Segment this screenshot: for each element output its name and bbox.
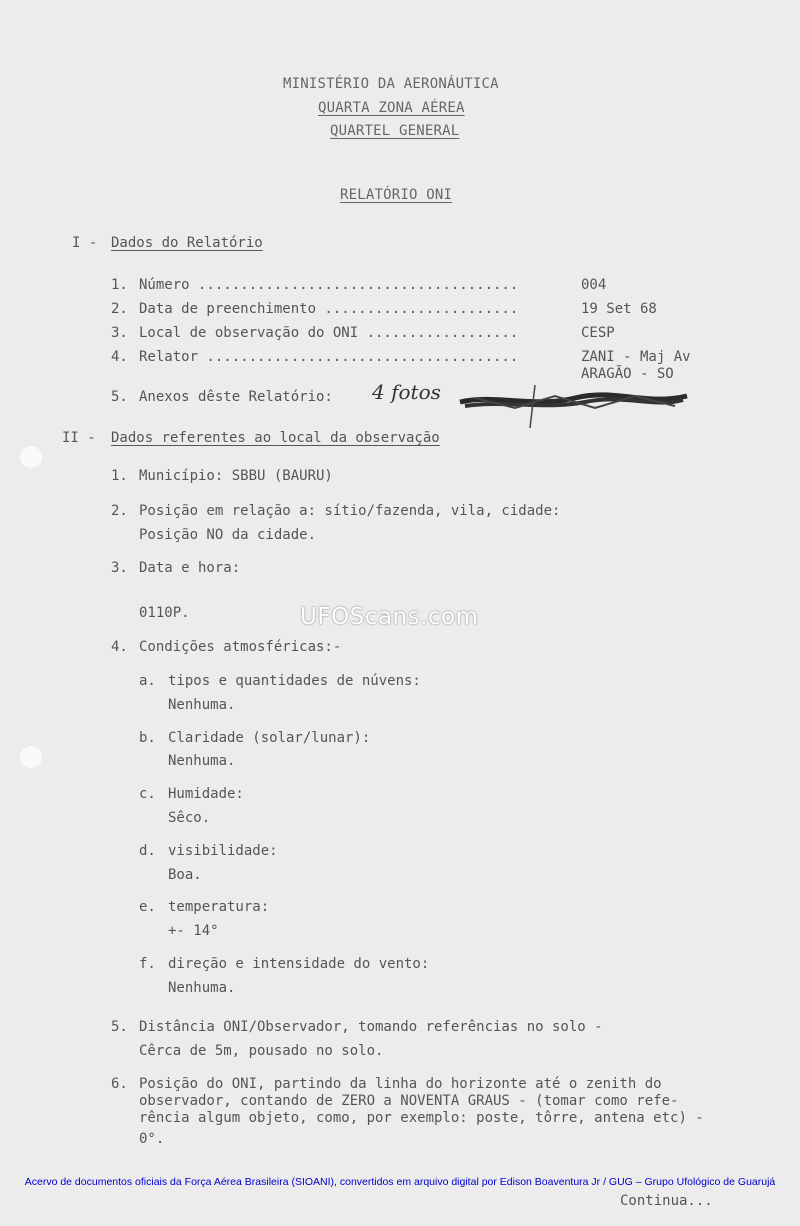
s2-item-text: Posição em relação a: sítio/fazenda, vila, cidade: bbox=[139, 503, 561, 519]
scribbled-out-text bbox=[455, 380, 695, 430]
s1-item-num: 4. bbox=[111, 349, 128, 365]
s2-item-answer: 0°. bbox=[139, 1131, 165, 1147]
report-title: RELATÓRIO ONI bbox=[340, 187, 453, 203]
section2-heading: Dados referentes ao local da observação bbox=[111, 430, 440, 446]
s1-item-label: Data de preenchimento ....................... bbox=[139, 301, 519, 317]
sub-letter: d. bbox=[139, 843, 156, 859]
sub-letter: b. bbox=[139, 730, 156, 746]
s1-item-value-2: ARAGÃO - SO bbox=[581, 366, 674, 382]
s1-item-num: 3. bbox=[111, 325, 128, 341]
punch-hole bbox=[20, 746, 42, 768]
watermark: UFOScans.com bbox=[300, 604, 479, 630]
sub-answer: Nenhuma. bbox=[168, 697, 236, 713]
punch-hole bbox=[20, 446, 42, 468]
s2-item-num: 5. bbox=[111, 1019, 128, 1035]
s1-item-value: 004 bbox=[581, 277, 607, 293]
s1-item-label: Número ...................................... bbox=[139, 277, 519, 293]
sub-letter: e. bbox=[139, 899, 156, 915]
s1-item-value: CESP bbox=[581, 325, 615, 341]
sub-text: Humidade: bbox=[168, 786, 244, 802]
s2-item-text: Distância ONI/Observador, tomando referências no solo - bbox=[139, 1019, 603, 1035]
sub-answer: Sêco. bbox=[168, 810, 211, 826]
section1-number: I - bbox=[72, 235, 98, 251]
s2-item-num: 1. bbox=[111, 468, 128, 484]
sub-answer: Nenhuma. bbox=[168, 980, 236, 996]
s1-item-num: 5. bbox=[111, 389, 128, 405]
s1-item-value: ZANI - Maj Av bbox=[581, 349, 691, 365]
sub-answer: Boa. bbox=[168, 867, 202, 883]
s2-item-text: Data e hora: bbox=[139, 560, 241, 576]
s2-item-num: 2. bbox=[111, 503, 128, 519]
sub-text: tipos e quantidades de núvens: bbox=[168, 673, 421, 689]
ministry-heading: MINISTÉRIO DA AERONÁUTICA bbox=[283, 76, 499, 92]
s2-item-text: Condições atmosféricas:- bbox=[139, 639, 342, 655]
section2-number: II - bbox=[62, 430, 96, 446]
sub-answer: +- 14° bbox=[168, 923, 219, 939]
s2-item-text: Município: SBBU (BAURU) bbox=[139, 468, 333, 484]
s2-item-text: observador, contando de ZERO a NOVENTA GRAUS - (tomar como refe- bbox=[139, 1093, 679, 1109]
zone-heading: QUARTA ZONA AÉREA bbox=[318, 100, 465, 116]
handwritten-annex: 4 fotos bbox=[372, 380, 441, 404]
sub-letter: a. bbox=[139, 673, 156, 689]
s1-item-label: Anexos dêste Relatório: bbox=[139, 389, 333, 405]
s1-item-label: Relator ..................................... bbox=[139, 349, 519, 365]
hq-heading: QUARTEL GENERAL bbox=[330, 123, 460, 139]
s1-item-num: 1. bbox=[111, 277, 128, 293]
s2-item-num: 4. bbox=[111, 639, 128, 655]
s2-item-text: Posição do ONI, partindo da linha do horizonte até o zenith do bbox=[139, 1076, 662, 1092]
s2-item-answer: 0110P. bbox=[139, 605, 190, 621]
s2-item-answer: Cêrca de 5m, pousado no solo. bbox=[139, 1043, 384, 1059]
s1-item-label: Local de observação do ONI .................. bbox=[139, 325, 519, 341]
sub-letter: c. bbox=[139, 786, 156, 802]
s2-item-text: rência algum objeto, como, por exemplo: poste, tôrre, antena etc) - bbox=[139, 1110, 704, 1126]
s1-item-num: 2. bbox=[111, 301, 128, 317]
s2-item-num: 3. bbox=[111, 560, 128, 576]
sub-letter: f. bbox=[139, 956, 156, 972]
sub-text: direção e intensidade do vento: bbox=[168, 956, 430, 972]
archive-footer: Acervo de documentos oficiais da Força Aérea Brasileira (SIOANI), convertidos em arquivo digital por Edison Boaventura Jr / GUG – Grupo Ufológico de Guarujá bbox=[24, 1176, 776, 1188]
sub-text: visibilidade: bbox=[168, 843, 278, 859]
section1-heading: Dados do Relatório bbox=[111, 235, 263, 251]
s2-item-num: 6. bbox=[111, 1076, 128, 1092]
sub-answer: Nenhuma. bbox=[168, 753, 236, 769]
sub-text: Claridade (solar/lunar): bbox=[168, 730, 371, 746]
sub-text: temperatura: bbox=[168, 899, 270, 915]
continua-label: Continua... bbox=[620, 1193, 713, 1209]
s2-item-answer: Posição NO da cidade. bbox=[139, 527, 317, 543]
s1-item-value: 19 Set 68 bbox=[581, 301, 657, 317]
